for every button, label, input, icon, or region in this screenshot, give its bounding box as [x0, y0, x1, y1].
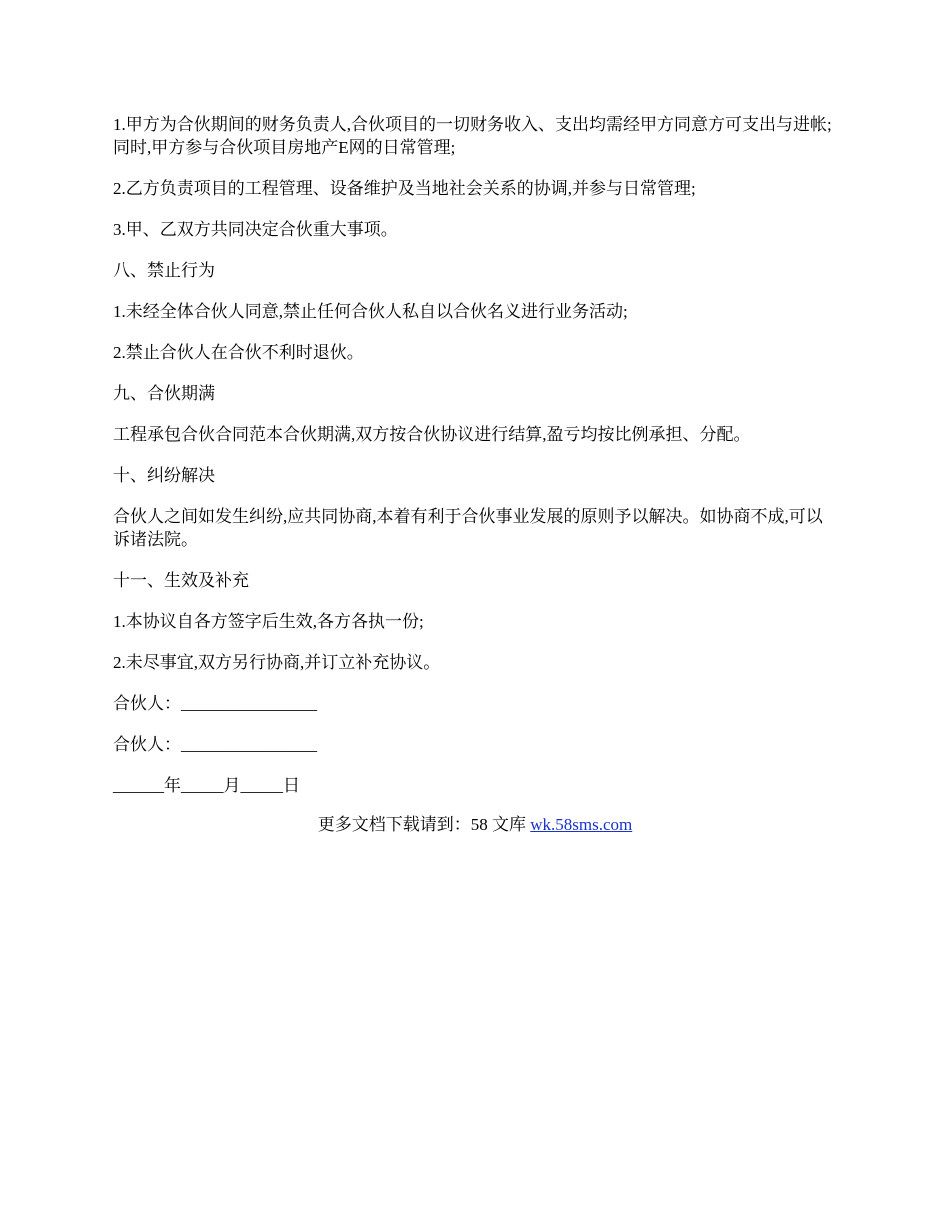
footer-text: 更多文档下载请到：58 文库	[317, 815, 531, 834]
clause-paragraph: 合伙人之间如发生纠纷,应共同协商,本着有利于合伙事业发展的原则予以解决。如协商不成,可以诉诸法院。	[113, 507, 823, 549]
section-heading: 八、禁止行为	[113, 261, 215, 280]
clause-paragraph: 2.未尽事宜,双方另行协商,并订立补充协议。	[113, 653, 441, 672]
signature-line: 合伙人：________________	[113, 694, 317, 713]
clause-paragraph: 1.本协议自各方签字后生效,各方各执一份;	[113, 612, 424, 631]
clause-paragraph: 2.乙方负责项目的工程管理、设备维护及当地社会关系的协调,并参与日常管理;	[113, 179, 696, 198]
section-heading: 九、合伙期满	[113, 384, 215, 403]
footer-download-note	[0, 813, 950, 836]
clause-paragraph: 1.未经全体合伙人同意,禁止任何合伙人私自以合伙名义进行业务活动;	[113, 302, 628, 321]
clause-paragraph: 工程承包合伙合同范本合伙期满,双方按合伙协议进行结算,盈亏均按比例承担、分配。	[113, 425, 751, 444]
clause-paragraph: 2.禁止合伙人在合伙不利时退伙。	[113, 343, 364, 362]
document-body	[113, 113, 839, 815]
clause-paragraph: 3.甲、乙双方共同决定合伙重大事项。	[113, 220, 398, 239]
section-heading: 十一、生效及补充	[113, 571, 249, 590]
date-line: ______年_____月_____日	[113, 776, 300, 795]
section-heading: 十、纠纷解决	[113, 466, 215, 485]
signature-line: 合伙人：________________	[113, 735, 317, 754]
clause-paragraph: 1.甲方为合伙期间的财务负责人,合伙项目的一切财务收入、支出均需经甲方同意方可支出与进帐;同时,甲方参与合伙项目房地产E网的日常管理;	[113, 115, 832, 157]
footer-link[interactable]: wk.58sms.com	[530, 815, 633, 834]
